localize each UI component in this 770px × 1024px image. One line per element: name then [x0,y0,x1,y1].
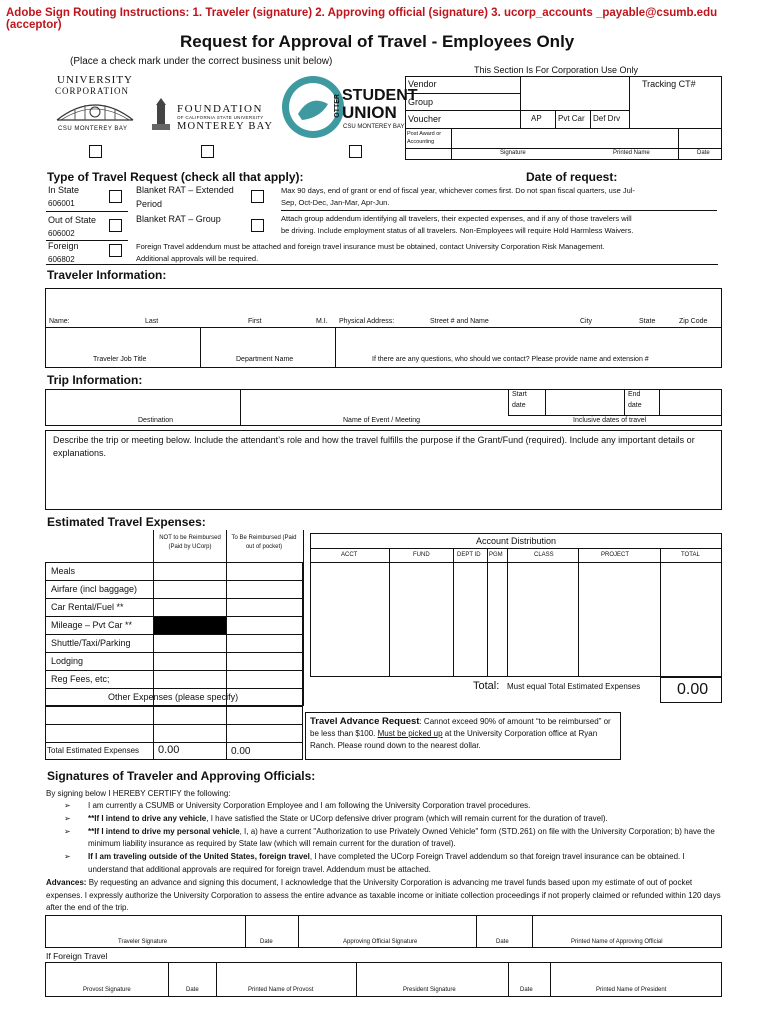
total-note: Must equal Total Estimated Expenses [507,682,641,691]
expense-row-reg-fees: Reg Fees, etc; [51,674,110,684]
certify-item [46,851,726,877]
foreign-checkbox[interactable] [109,244,122,257]
instate-checkbox[interactable] [109,190,122,203]
expense-row-meals: Meals [51,566,76,576]
state-label: State [639,318,656,325]
signature-label: Signature [500,150,526,156]
col-fund: FUND [413,552,430,558]
printed-name-label: Printed Name [613,150,650,156]
expense-row-car-rental: Car Rental/Fuel ** [51,602,124,612]
type-header: Type of Travel Request (check all that apply): [47,170,304,184]
note-line: Sep, Oct-Dec, Jan-Mar, Apr-Jun. [281,198,390,207]
note-line: Attach group addendum identifying all travelers, their expected expenses, and if any of those travelers will [281,214,632,223]
page-subtitle: (Place a check mark under the correct business unit below) [70,56,333,67]
routing-instructions: Adobe Sign Routing Instructions: 1. Traveler (signature) 2. Approving official (signature) 3. ucorp_accounts _payable@csumb.edu (acceptor) [6,7,718,31]
mileage-blocked-cell [154,617,226,634]
student-union-checkbox[interactable] [349,145,362,158]
advances-text: By requesting an advance and signing this document, I acknowledge that the University Corporation is advancing me travel funds based upon my estimate of out of pocket expenses. I expressly authorize the University Corporation to assess the entire advance as taxable income or initiate collection proceedings if not properly claimed or refunded within 120 days after the end of the trip. [46,877,721,913]
printed-president-label: Printed Name of President [596,987,667,993]
note-line: Foreign Travel addendum must be attached and foreign travel insurance must be obtained, contact University Corporation Risk Management. [136,242,605,251]
ap-label: AP [531,114,542,123]
period-label: Period [136,199,163,209]
first-label: First [248,318,262,325]
tower-icon [150,98,172,132]
note-line: be driving. Include employment status of all travelers. Non-Employees will require Hold Harmless Waivers. [281,226,634,235]
group-label: Group [408,97,434,107]
advance-text-part: : Cannot exceed 90% of amount “to be reimbursed” or be less than $100. [310,717,611,738]
trip-header: Trip Information: [47,373,143,387]
traveler-signature-label: Traveler Signature [118,939,168,945]
expense-row-mileage: Mileage – Pvt Car ** [51,620,133,630]
certify-item [46,800,726,813]
logo-text: CSU MONTEREY BAY [343,124,405,130]
note-foreign [136,241,605,265]
blanket-extended-label: Blanket RAT – Extended [136,185,234,195]
city-label: City [580,318,593,325]
blanket-group-label: Blanket RAT – Group [136,214,221,224]
page-title: Request for Approval of Travel - Employees Only [180,32,575,51]
university-corporation-checkbox[interactable] [89,145,102,158]
advance-text-part: at the University Corporation office at Ryan Ranch. Please round down to the nearest dollar. [310,729,598,750]
certify-bold: If I am traveling outside of the United States, foreign travel [88,852,310,862]
president-signature-label: President Signature [403,987,456,993]
date-label: Date [697,150,710,156]
start-label: Start [512,391,527,398]
defdrv-label: Def Drv [593,114,621,123]
pvtcar-label: Pvt Car [558,114,585,123]
blanket-extended-checkbox[interactable] [251,190,264,203]
physical-address-label: Physical Address: [339,318,395,325]
advances-paragraph [46,877,726,915]
university-corporation-logo [55,74,135,136]
arrow-bullet-icon: ➢ [64,852,71,862]
grand-total-value: 0.00 [677,681,709,698]
expense-row-airfare: Airfare (incl baggage) [51,584,138,594]
contact-label: If there are any questions, who should we contact? Please provide name and extension # [372,356,649,363]
vendor-label: Vendor [408,79,437,89]
total-to-be-reimbursed: 0.00 [231,746,251,757]
zip-label: Zip Code [679,318,708,325]
tracking-label: Tracking CT# [642,79,696,89]
certify-item [46,813,726,826]
total-word: Total: [473,680,500,692]
approving-signature-label: Approving Official Signature [343,939,418,945]
logo-text: STUDENT [342,87,418,104]
approving-date-label: Date [496,939,509,945]
expenses-header: Estimated Travel Expenses: [47,515,206,529]
note-blanket-extended [281,185,635,209]
mi-label: M.I. [316,318,328,325]
blanket-group-checkbox[interactable] [251,219,264,232]
logo-text: OTTER [334,94,341,118]
travel-advance-title: Travel Advance Request [310,716,420,727]
event-label: Name of Event / Meeting [343,417,421,424]
total-not-reimbursed: 0.00 [158,744,180,756]
foundation-checkbox[interactable] [201,145,214,158]
account-distribution-header: Account Distribution [475,536,557,546]
certify-bold: **If I intend to drive any vehicle [88,813,207,823]
certify-intro: By signing below I HEREBY CERTIFY the following: [46,789,231,798]
other-expenses-label: Other Expenses (please specify) [108,692,239,702]
traveler-date-label: Date [260,939,273,945]
inclusive-dates-label: Inclusive dates of travel [573,417,647,424]
name-label: Name: [49,318,70,325]
col-acct: ACCT [341,552,358,558]
traveler-header: Traveler Information: [47,268,167,282]
logo-text: CSU MONTEREY BAY [58,126,128,132]
certify-text: , I have satisfied the State or UCorp defensive driver program (which will remain current for the duration of travel). [206,813,608,823]
date-of-request-header: Date of request: [526,170,618,184]
not-reimbursed-header: NOT to be Reimbursed (Paid by UCorp) [159,535,221,550]
note-line: Max 90 days, end of grant or end of fiscal year, whichever comes first. Do not span fiscal quarters, use Jul- [281,186,635,195]
col-project: PROJECT [601,552,630,558]
foundation-logo [150,98,275,138]
certify-text: , I have completed the UCorp Foreign Travel addendum so that foreign travel insurance can be obtained. I understand that additional approvals are required for foreign travel. Addendum must be attached. [88,852,685,874]
student-union-logo [280,74,418,142]
printed-approving-label: Printed Name of Approving Official [571,939,663,945]
end-label: End [628,391,641,398]
certify-bold: **If I intend to drive my personal vehicle [88,826,240,836]
expense-row-lodging: Lodging [51,656,84,666]
provost-date-label: Date [186,987,199,993]
outstate-label: Out of State [48,215,97,225]
col-pgm: PGM [489,552,503,558]
advance-pickup-underline: Must be picked up [377,729,443,738]
arrow-bullet-icon: ➢ [64,826,71,836]
start-date-label: date [512,402,526,409]
street-label: Street # and Name [430,318,489,325]
destination-label: Destination [138,417,174,424]
col-total: TOTAL [681,552,700,558]
department-label: Department Name [236,356,294,363]
note-blanket-group [281,213,633,237]
certify-text: I am currently a CSUMB or University Corporation Employee and I am following the University Corporation travel procedures. [88,801,531,810]
trip-description-instructions: Describe the trip or meeting below. Include the attendant’s role and how the travel fulfills the purpose if the Grant/Fund (required). Include any important details or explanations. [53,435,695,458]
if-foreign-label: If Foreign Travel [46,951,108,961]
printed-provost-label: Printed Name of Provost [248,987,314,993]
arrow-bullet-icon: ➢ [64,801,71,810]
col-class: CLASS [534,552,554,558]
certify-item [46,826,726,852]
logo-text: OF CALIFORNIA STATE UNIVERSITY [177,115,264,120]
to-be-reimbursed-header: To Be Reimbursed (Paid out of pocket) [231,535,297,550]
end-date-label: date [628,402,642,409]
certify-list [46,800,726,915]
foreign-label: Foreign [48,241,79,251]
logo-text: CORPORATION [55,86,130,96]
outstate-checkbox[interactable] [109,219,122,232]
arrow-bullet-icon: ➢ [64,813,71,823]
advances-bold: Advances: [46,877,87,887]
logo-text: FOUNDATION [177,103,263,115]
col-dept-id: DEPT ID [457,552,481,558]
instate-label: In State [48,185,80,195]
instate-code: 606001 [48,199,75,208]
total-estimated-label: Total Estimated Expenses [47,746,140,755]
last-label: Last [145,318,159,325]
expense-row-shuttle: Shuttle/Taxi/Parking [51,638,131,648]
certify-text: , I, a) have a current "Authorization to use Privately Owned Vehicle" form (STD.261) on file with the University Corporation; b) have the minimum liability insurance as required by State law (which will remain current for the duration of travel). [88,826,715,849]
signatures-header: Signatures of Traveler and Approving Officials: [47,769,316,783]
job-title-label: Traveler Job Title [93,356,147,363]
corp-use-title: This Section Is For Corporation Use Only [474,65,639,75]
foreign-code: 606802 [48,255,75,264]
travel-advance-text [310,716,620,752]
note-line: Additional approvals will be required. [136,254,259,263]
outstate-code: 606002 [48,229,75,238]
bridge-icon [55,96,135,124]
logo-text: UNION [342,103,397,122]
logo-text: UNIVERSITY [57,74,133,86]
voucher-label: Voucher [408,114,442,124]
logo-text: MONTEREY BAY [177,121,274,132]
postaward-label: Post Award or Accounting [407,131,442,145]
provost-signature-label: Provost Signature [83,987,131,993]
president-date-label: Date [520,987,533,993]
